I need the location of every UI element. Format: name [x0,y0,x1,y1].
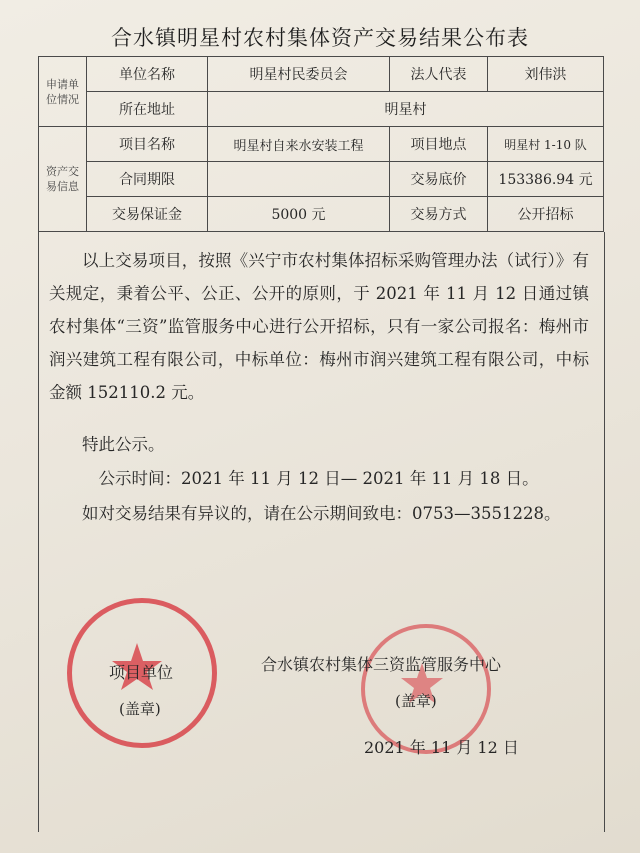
project-name-value: 明星村自来水安装工程 [208,127,390,162]
signing-date: 2021 年 11 月 12 日 [364,738,519,757]
contract-period-value [208,162,390,197]
base-price-value: 153386.94 元 [488,162,604,197]
project-location-value: 明星村 1-10 队 [488,127,604,162]
project-unit-label: 项目单位 [109,663,174,682]
method-label: 交易方式 [390,197,488,232]
unit-name-value: 明星村民委员会 [208,57,390,92]
deposit-value: 5000 元 [208,197,390,232]
announcement-paragraph: 以上交易项目，按照《兴宁市农村集体招标采购管理办法（试行）》有关规定，秉着公平、公正、公开的原则，于 2021 年 11 月 12 日通过镇农村集体“三资”监管服务中心进行公开招标，只有一家公司报名：梅州市润兴建筑工程有限公司，中标单位：梅州市润兴建筑工程有限公司，中标金额 152110.2 元。 [49,251,589,402]
legal-rep-label: 法人代表 [390,57,488,92]
org-seal-label: (盖章) [395,692,437,710]
asset-section-header: 资产交易信息 [39,127,87,232]
document-title: 合水镇明星村农村集体资产交易结果公布表 [111,26,529,50]
project-name-label: 项目名称 [87,127,208,162]
deposit-label: 交易保证金 [87,197,208,232]
notice-line: 特此公示。 [82,435,165,454]
method-value: 公开招标 [488,197,604,232]
objection-contact: 如对交易结果有异议的，请在公示期间致电：0753—3551228。 [82,504,561,523]
project-unit-seal-label: (盖章) [119,700,161,718]
applicant-section-header: 申请单位情况 [39,57,87,127]
unit-name-label: 单位名称 [87,57,208,92]
address-value: 明星村 [208,92,604,127]
announcement-body [38,232,605,832]
address-label: 所在地址 [87,92,208,127]
info-table [38,56,604,232]
project-location-label: 项目地点 [390,127,488,162]
org-name: 合水镇农村集体三资监管服务中心 [261,655,502,674]
contract-period-label: 合同期限 [87,162,208,197]
publicity-period: 公示时间：2021 年 11 月 12 日— 2021 年 11 月 18 日。 [98,469,539,488]
star-icon [365,628,479,742]
base-price-label: 交易底价 [390,162,488,197]
legal-rep-value: 刘伟洪 [488,57,604,92]
